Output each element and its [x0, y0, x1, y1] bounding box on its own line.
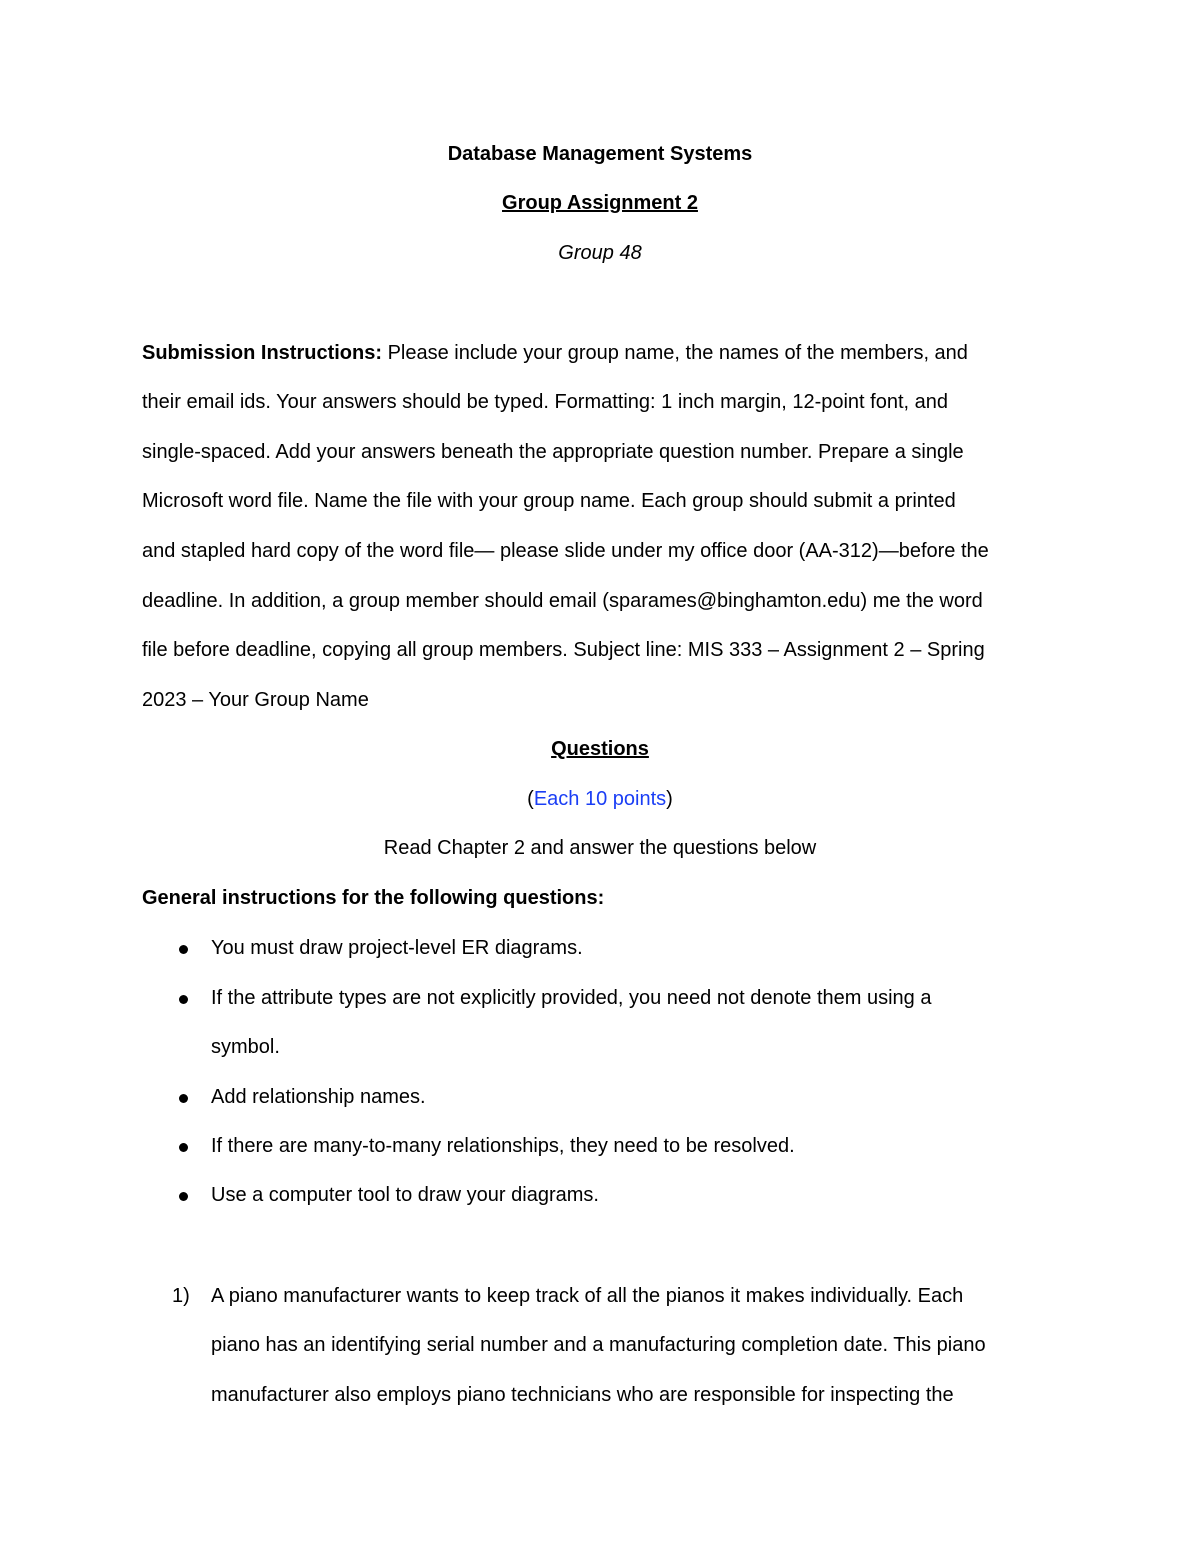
question-1-line-2: piano has an identifying serial number and a manufacturing completion date. This piano — [211, 1334, 986, 1356]
bullet-item-2-continued: symbol. — [211, 1036, 280, 1058]
question-1-number: 1) — [172, 1285, 190, 1307]
submission-line-5: and stapled hard copy of the word file— please slide under my office door (AA-312)—before the — [142, 540, 989, 562]
question-1-line-3: manufacturer also employs piano technicians who are responsible for inspecting the — [211, 1384, 954, 1406]
submission-line-2: their email ids. Your answers should be typed. Formatting: 1 inch margin, 12-point font, and — [142, 391, 949, 413]
question-1-line-1: A piano manufacturer wants to keep track of all the pianos it makes individually. Each — [211, 1285, 964, 1307]
bullet-icon — [179, 1143, 188, 1152]
submission-line-6: deadline. In addition, a group member should email (sparames@binghamton.edu) me the word — [142, 590, 983, 612]
assignment-title: Group Assignment 2 — [502, 192, 698, 214]
course-title: Database Management Systems — [447, 143, 753, 165]
bullet-item-1: You must draw project-level ER diagrams. — [211, 937, 583, 959]
submission-line-4: Microsoft word file. Name the file with your group name. Each group should submit a printed — [142, 490, 956, 512]
bullet-item-2: If the attribute types are not explicitly provided, you need not denote them using a — [211, 987, 932, 1009]
bullet-icon — [179, 1094, 188, 1103]
points-close-paren: ) — [666, 788, 673, 810]
bullet-item-5: Use a computer tool to draw your diagrams. — [211, 1184, 599, 1206]
bullet-icon — [179, 1192, 188, 1201]
group-name: Group 48 — [558, 242, 642, 264]
questions-heading: Questions — [551, 738, 649, 760]
bullet-item-3: Add relationship names. — [211, 1086, 426, 1108]
submission-line-3: single-spaced. Add your answers beneath the appropriate question number. Prepare a single — [142, 441, 964, 463]
bullet-item-4: If there are many-to-many relationships, they need to be resolved. — [211, 1135, 795, 1157]
points-text: Each 10 points — [533, 788, 667, 810]
bullet-icon — [179, 995, 188, 1004]
submission-text-1: Please include your group name, the names of the members, and — [382, 342, 968, 364]
submission-line-8: 2023 – Your Group Name — [142, 689, 369, 711]
read-instruction: Read Chapter 2 and answer the questions below — [383, 837, 817, 859]
bullet-icon — [179, 945, 188, 954]
points-note — [0, 787, 1200, 811]
submission-label: Submission Instructions: — [142, 342, 383, 364]
points-open-paren: ( — [527, 788, 534, 810]
general-instructions-heading: General instructions for the following questions: — [142, 887, 605, 909]
submission-line-7: file before deadline, copying all group members. Subject line: MIS 333 – Assignment 2 – Spring — [142, 639, 985, 661]
submission-line-1 — [142, 341, 968, 365]
